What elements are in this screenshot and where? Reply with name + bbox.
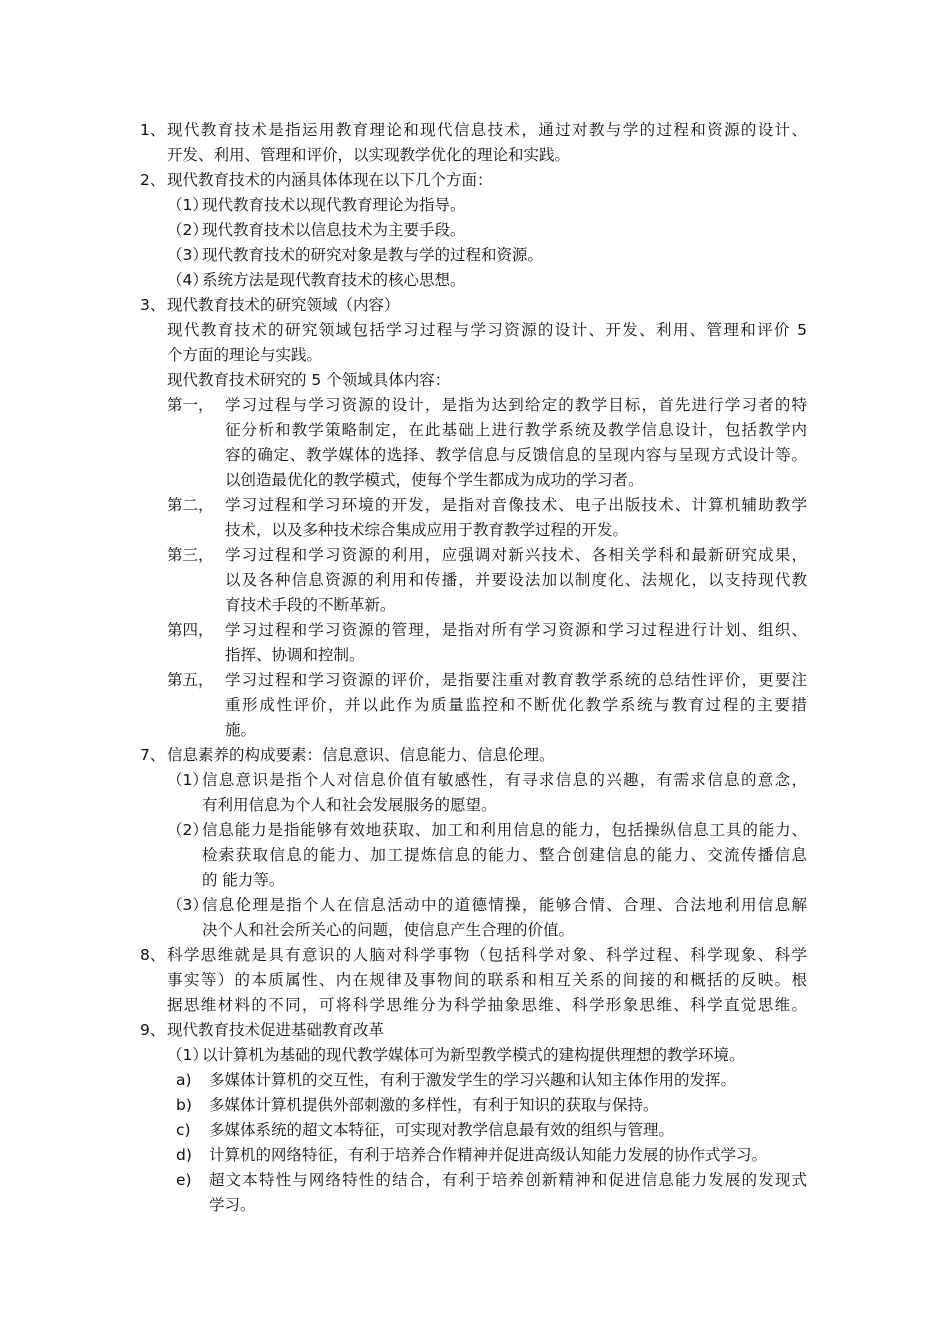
text-line: 学习过程和学习资源的评价，是指要注重对教育教学系统的总结性评价，更要注 <box>225 671 807 689</box>
item-number: 3、 <box>140 296 166 314</box>
sub-label: （1） <box>167 771 208 789</box>
section-title: 现代教育技术促进基础教育改革 <box>167 1021 385 1039</box>
text-line: 决个人和社会所关心的问题，使信息产生合理的价值。 <box>202 921 575 939</box>
text-line: 征分析和教学策略制定，在此基础上进行教学系统及教学信息设计，包括教学内 <box>225 421 807 439</box>
text-line: 重形成性评价，并以此作为质量监控和不断优化教学系统与教育过程的主要措 <box>225 696 807 714</box>
sub-label: （1） <box>167 196 208 214</box>
text-line: 技术，以及多种技术综合集成应用于教育教学过程的开发。 <box>225 521 629 539</box>
sub-text: 现代教育技术以信息技术为主要手段。 <box>202 221 466 239</box>
text-line: 指挥、协调和控制。 <box>225 646 365 664</box>
sub-text: 现代教育技术的研究对象是教与学的过程和资源。 <box>202 246 544 264</box>
text-line: 以及各种信息资源的利用和传播，并要设法加以制度化、法规化，以支持现代教 <box>225 571 807 589</box>
text-line: 以创造最优化的教学模式，使每个学生都成为成功的学习者。 <box>225 471 644 489</box>
section-title: 信息素养的构成要素：信息意识、信息能力、信息伦理。 <box>167 746 555 764</box>
text-line: 现代教育技术是指运用教育理论和现代信息技术，通过对教与学的过程和资源的设计、 <box>167 121 807 139</box>
text-line: 开发、利用、管理和评价，以实现教学优化的理论和实践。 <box>167 146 571 164</box>
sub-label: （3） <box>167 896 208 914</box>
item-number: 7、 <box>140 746 166 764</box>
item-number: 8、 <box>140 946 166 964</box>
text-line: 现代教育技术的研究领域包括学习过程与学习资源的设计、开发、利用、管理和评价 5 <box>167 321 807 339</box>
domain-label: 第五， <box>167 671 214 689</box>
text-line: 事实等）的本质属性、内在规律及事物间的联系和相互关系的间接的和概括的反映。根 <box>167 971 807 989</box>
text-line: 计算机的网络特征，有利于培养合作精神并促进高级认知能力发展的协作式学习。 <box>209 1146 768 1164</box>
item-number: 9、 <box>140 1021 166 1039</box>
text-line: 学习。 <box>209 1196 256 1214</box>
domain-label: 第四， <box>167 621 214 639</box>
list-marker: e) <box>176 1171 192 1189</box>
domain-label: 第二， <box>167 496 214 514</box>
text-line: 学习过程和学习环境的开发，是指对音像技术、电子出版技术、计算机辅助教学 <box>225 496 807 514</box>
text-line: 容的确定、教学媒体的选择、教学信息与反馈信息的呈现内容与呈现方式设计等。 <box>225 446 807 464</box>
sub-label: （4） <box>167 271 208 289</box>
text-line: 多媒体计算机提供外部刺激的多样性，有利于知识的获取与保持。 <box>209 1096 659 1114</box>
sub-label: （1） <box>167 1046 208 1064</box>
list-marker: d) <box>176 1146 192 1164</box>
text-line: 学习过程与学习资源的设计，是指为达到给定的教学目标，首先进行学习者的特 <box>225 396 807 414</box>
text-line: 个方面的理论与实践。 <box>167 346 323 364</box>
section-title: 现代教育技术的研究领域（内容） <box>167 296 400 314</box>
section-title: 现代教育技术的内涵具体体现在以下几个方面： <box>167 171 493 189</box>
list-marker: a) <box>176 1071 192 1089</box>
sub-text: 以计算机为基础的现代教学媒体可为新型教学模式的建构提供理想的教学环境。 <box>202 1046 745 1064</box>
text-line: 学习过程和学习资源的管理，是指对所有学习资源和学习过程进行计划、组织、 <box>225 621 807 639</box>
sub-label: （2） <box>167 221 208 239</box>
sub-text: 现代教育技术以现代教育理论为指导。 <box>202 196 466 214</box>
item-number: 2、 <box>140 171 166 189</box>
text-line: 育技术手段的不断革新。 <box>225 596 396 614</box>
domain-label: 第三， <box>167 546 214 564</box>
text-line: 现代教育技术研究的 5 个领域具体内容： <box>167 371 451 389</box>
text-line: 施。 <box>225 721 257 739</box>
text-line: 据思维材料的不同，可将科学思维分为科学抽象思维、科学形象思维、科学直觉思维。 <box>167 996 807 1014</box>
item-number: 1、 <box>140 121 166 139</box>
domain-label: 第一， <box>167 396 214 414</box>
text-line: 信息能力是指能够有效地获取、加工和利用信息的能力，包括操纵信息工具的能力、 <box>202 821 807 839</box>
text-line: 学习过程和学习资源的利用，应强调对新兴技术、各相关学科和最新研究成果， <box>225 546 807 564</box>
text-line: 信息伦理是指个人在信息活动中的道德情操，能够合情、合理、合法地利用信息解 <box>202 896 807 914</box>
list-marker: c) <box>176 1121 191 1139</box>
sub-text: 系统方法是现代教育技术的核心思想。 <box>202 271 466 289</box>
sub-label: （2） <box>167 821 208 839</box>
text-line: 多媒体计算机的交互性，有利于激发学生的学习兴趣和认知主体作用的发挥。 <box>209 1071 737 1089</box>
sub-label: （3） <box>167 246 208 264</box>
text-line: 有利用信息为个人和社会发展服务的愿望。 <box>202 796 497 814</box>
text-line: 检索获取信息的能力、加工提炼信息的能力、整合创建信息的能力、交流传播信息 <box>202 846 807 864</box>
text-line: 信息意识是指个人对信息价值有敏感性，有寻求信息的兴趣，有需求信息的意念， <box>202 771 807 789</box>
list-marker: b) <box>176 1096 192 1114</box>
text-line: 科学思维就是具有意识的人脑对科学事物（包括科学对象、科学过程、科学现象、科学 <box>167 946 807 964</box>
text-line: 的 能力等。 <box>202 871 285 889</box>
text-line: 超文本特性与网络特性的结合，有利于培养创新精神和促进信息能力发展的发现式 <box>209 1171 807 1189</box>
text-line: 多媒体系统的超文本特征，可实现对教学信息最有效的组织与管理。 <box>209 1121 675 1139</box>
